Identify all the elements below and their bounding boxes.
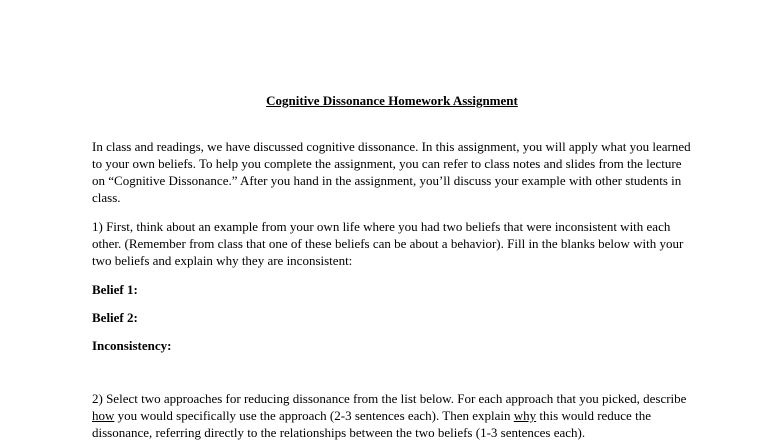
question-1-paragraph: 1) First, think about an example from your own life where you had two beliefs that were inconsistent with each other. (Remember from class that one of these beliefs can be about a behavior). Fill in the blanks below with your two beliefs and explain why they are inconsistent: xyxy=(92,219,684,268)
belief-1-label: Belief 1: xyxy=(92,282,138,297)
inconsistency-label: Inconsistency: xyxy=(92,338,172,353)
question-2-text-2: you would specifically use the approach (2-3 sentences each). Then explain xyxy=(114,408,514,423)
question-2-paragraph xyxy=(92,390,694,441)
question-2-text-1: 2) Select two approaches for reducing dissonance from the list below. For each approach that you picked, describe xyxy=(92,391,687,406)
question-2-why: why xyxy=(513,408,537,423)
belief-2-label: Belief 2: xyxy=(92,310,138,325)
document-title: Cognitive Dissonance Homework Assignment xyxy=(266,93,518,108)
intro-paragraph: In class and readings, we have discussed cognitive dissonance. In this assignment, you will apply what you learned to your own beliefs. To help you complete the assignment, you can refer to class notes and slides from the lecture on “Cognitive Dissonance.” After you hand in the assignment, you’ll discuss your example with other students in class. xyxy=(92,139,691,205)
question-2-how: how xyxy=(92,408,115,423)
question-2-text-3: this would reduce the dissonance, referring directly to the relationships between the two beliefs (1-3 sentences each). xyxy=(92,408,651,440)
